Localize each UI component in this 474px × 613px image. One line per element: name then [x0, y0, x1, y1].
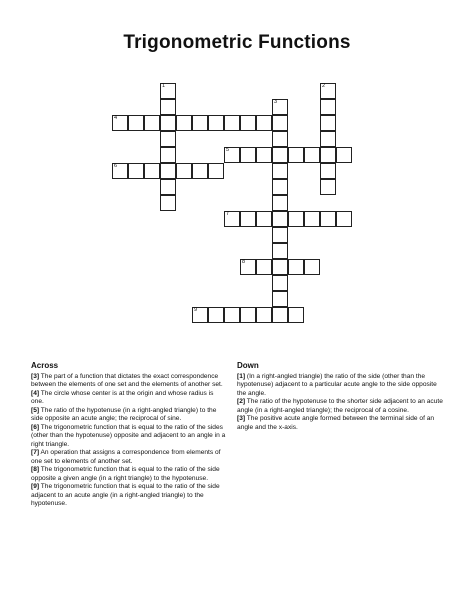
grid-cell[interactable]	[176, 163, 192, 179]
grid-cell[interactable]	[272, 211, 288, 227]
grid-cell[interactable]	[240, 259, 256, 275]
cell-number: 8	[242, 259, 246, 265]
grid-cell[interactable]	[336, 211, 352, 227]
clue-text: An operation that assigns a correspondence from elements of one set to elements of another set.	[31, 449, 221, 465]
grid-cell[interactable]	[144, 115, 160, 131]
grid-cell[interactable]	[240, 115, 256, 131]
clue-text: The positive acute angle formed between the terminal side of an angle and the x-axis.	[237, 415, 435, 431]
grid-cell[interactable]	[160, 83, 176, 99]
grid-cell[interactable]	[224, 211, 240, 227]
clue-text: The trigonometric function that is equal to the ratio of the sides (other than the hypotenuse) opposite and adjacent to an angle in a right triangle.	[31, 423, 226, 448]
grid-cell[interactable]	[272, 115, 288, 131]
clue-number: [3]	[31, 372, 40, 380]
grid-cell[interactable]	[304, 147, 320, 163]
grid-cell[interactable]	[192, 307, 208, 323]
across-clue	[31, 424, 228, 450]
grid-cell[interactable]	[336, 147, 352, 163]
cell-number: 7	[226, 211, 230, 217]
grid-cell[interactable]	[240, 307, 256, 323]
grid-cell[interactable]	[224, 307, 240, 323]
clue-text: The trigonometric function that is equal to the ratio of the side opposite a given angle (in a right triangle) to the hypotenuse.	[31, 466, 220, 482]
grid-cell[interactable]	[224, 147, 240, 163]
grid-cell[interactable]	[192, 115, 208, 131]
grid-cell[interactable]	[240, 147, 256, 163]
clue-text: (In a right-angled triangle) the ratio of the side (other than the hypotenuse) adjacent to a particular acute angle to the side opposite the angle.	[237, 372, 437, 397]
grid-cell[interactable]	[256, 211, 272, 227]
grid-cell[interactable]	[272, 243, 288, 259]
clue-number: [2]	[237, 398, 246, 405]
clue-text: The ratio of the hypotenuse to the shorter side adjacent to an acute angle (in a right-angled triangle); the reciprocal of a cosine.	[237, 398, 443, 414]
grid-cell[interactable]	[160, 179, 176, 195]
grid-cell[interactable]	[272, 99, 288, 115]
across-clue	[31, 407, 228, 424]
down-clue	[237, 415, 444, 432]
cell-number: 2	[322, 83, 326, 89]
across-clue	[31, 390, 228, 407]
clue-number: [9]	[31, 483, 40, 490]
grid-cell[interactable]	[160, 147, 176, 163]
grid-cell[interactable]	[320, 211, 336, 227]
clue-number: [4]	[31, 389, 40, 397]
grid-cell[interactable]	[320, 83, 336, 99]
grid-cell[interactable]	[144, 163, 160, 179]
grid-cell[interactable]	[128, 115, 144, 131]
across-clue	[31, 483, 228, 509]
grid-cell[interactable]	[160, 115, 176, 131]
grid-cell[interactable]	[112, 115, 128, 131]
cell-number: 3	[274, 99, 278, 105]
grid-cell[interactable]	[272, 147, 288, 163]
across-heading: Across	[31, 361, 59, 370]
grid-cell[interactable]	[208, 163, 224, 179]
grid-cell[interactable]	[288, 147, 304, 163]
grid-cell[interactable]	[288, 211, 304, 227]
down-clue	[237, 373, 444, 399]
clue-number: [7]	[31, 449, 40, 456]
grid-cell[interactable]	[288, 307, 304, 323]
grid-cell[interactable]	[256, 147, 272, 163]
grid-cell[interactable]	[272, 195, 288, 211]
down-heading: Down	[237, 361, 259, 370]
clue-number: [5]	[31, 406, 40, 414]
grid-cell[interactable]	[256, 307, 272, 323]
grid-cell[interactable]	[112, 163, 128, 179]
clue-number: [6]	[31, 423, 40, 431]
across-clue-list	[31, 373, 228, 509]
cell-number: 1	[162, 83, 166, 89]
across-clue	[31, 373, 228, 390]
grid-cell[interactable]	[272, 291, 288, 307]
grid-cell[interactable]	[304, 211, 320, 227]
clue-text: The trigonometric function that is equal to the ratio of the side adjacent to an acute angle (in a right-angled triangle) to the hypotenuse.	[31, 483, 220, 507]
grid-cell[interactable]	[272, 259, 288, 275]
clue-text: The ratio of the hypotenuse (in a right-angled triangle) to the side opposite an acute angle; the reciprocal of sine.	[31, 406, 217, 422]
grid-cell[interactable]	[304, 259, 320, 275]
grid-cell[interactable]	[288, 259, 304, 275]
grid-cell[interactable]	[320, 163, 336, 179]
grid-cell[interactable]	[272, 131, 288, 147]
page-title: Trigonometric Functions	[123, 32, 351, 53]
cell-number: 9	[194, 307, 198, 313]
clue-number: [3]	[237, 415, 246, 422]
grid-cell[interactable]	[256, 115, 272, 131]
grid-cell[interactable]	[272, 163, 288, 179]
grid-cell[interactable]	[176, 115, 192, 131]
grid-cell[interactable]	[128, 163, 144, 179]
grid-cell[interactable]	[160, 99, 176, 115]
grid-cell[interactable]	[160, 163, 176, 179]
clue-text: The circle whose center is at the origin and whose radius is one.	[31, 389, 214, 405]
down-clue-list	[237, 373, 444, 433]
cell-number: 4	[114, 115, 118, 121]
grid-cell[interactable]	[256, 259, 272, 275]
grid-cell[interactable]	[320, 115, 336, 131]
grid-cell[interactable]	[320, 179, 336, 195]
grid-cell[interactable]	[272, 307, 288, 323]
grid-cell[interactable]	[208, 307, 224, 323]
grid-cell[interactable]	[224, 115, 240, 131]
grid-cell[interactable]	[160, 131, 176, 147]
across-clue	[31, 466, 228, 483]
grid-cell[interactable]	[272, 227, 288, 243]
grid-cell[interactable]	[208, 115, 224, 131]
grid-cell[interactable]	[192, 163, 208, 179]
grid-cell[interactable]	[272, 179, 288, 195]
down-clue	[237, 398, 444, 415]
grid-cell[interactable]	[320, 147, 336, 163]
grid-cell[interactable]	[160, 195, 176, 211]
clue-number: [8]	[31, 466, 40, 473]
grid-cell[interactable]	[320, 131, 336, 147]
cell-number: 6	[114, 163, 118, 169]
across-clues	[31, 362, 228, 509]
grid-cell[interactable]	[272, 275, 288, 291]
down-clues	[237, 362, 444, 432]
cell-number: 5	[226, 147, 230, 153]
grid-cell[interactable]	[320, 99, 336, 115]
clue-text: The part of a function that dictates the exact correspondence between the elements of one set and the elements of another set.	[31, 372, 223, 388]
grid-cell[interactable]	[240, 211, 256, 227]
clue-number: [1]	[237, 372, 246, 380]
across-clue	[31, 449, 228, 466]
